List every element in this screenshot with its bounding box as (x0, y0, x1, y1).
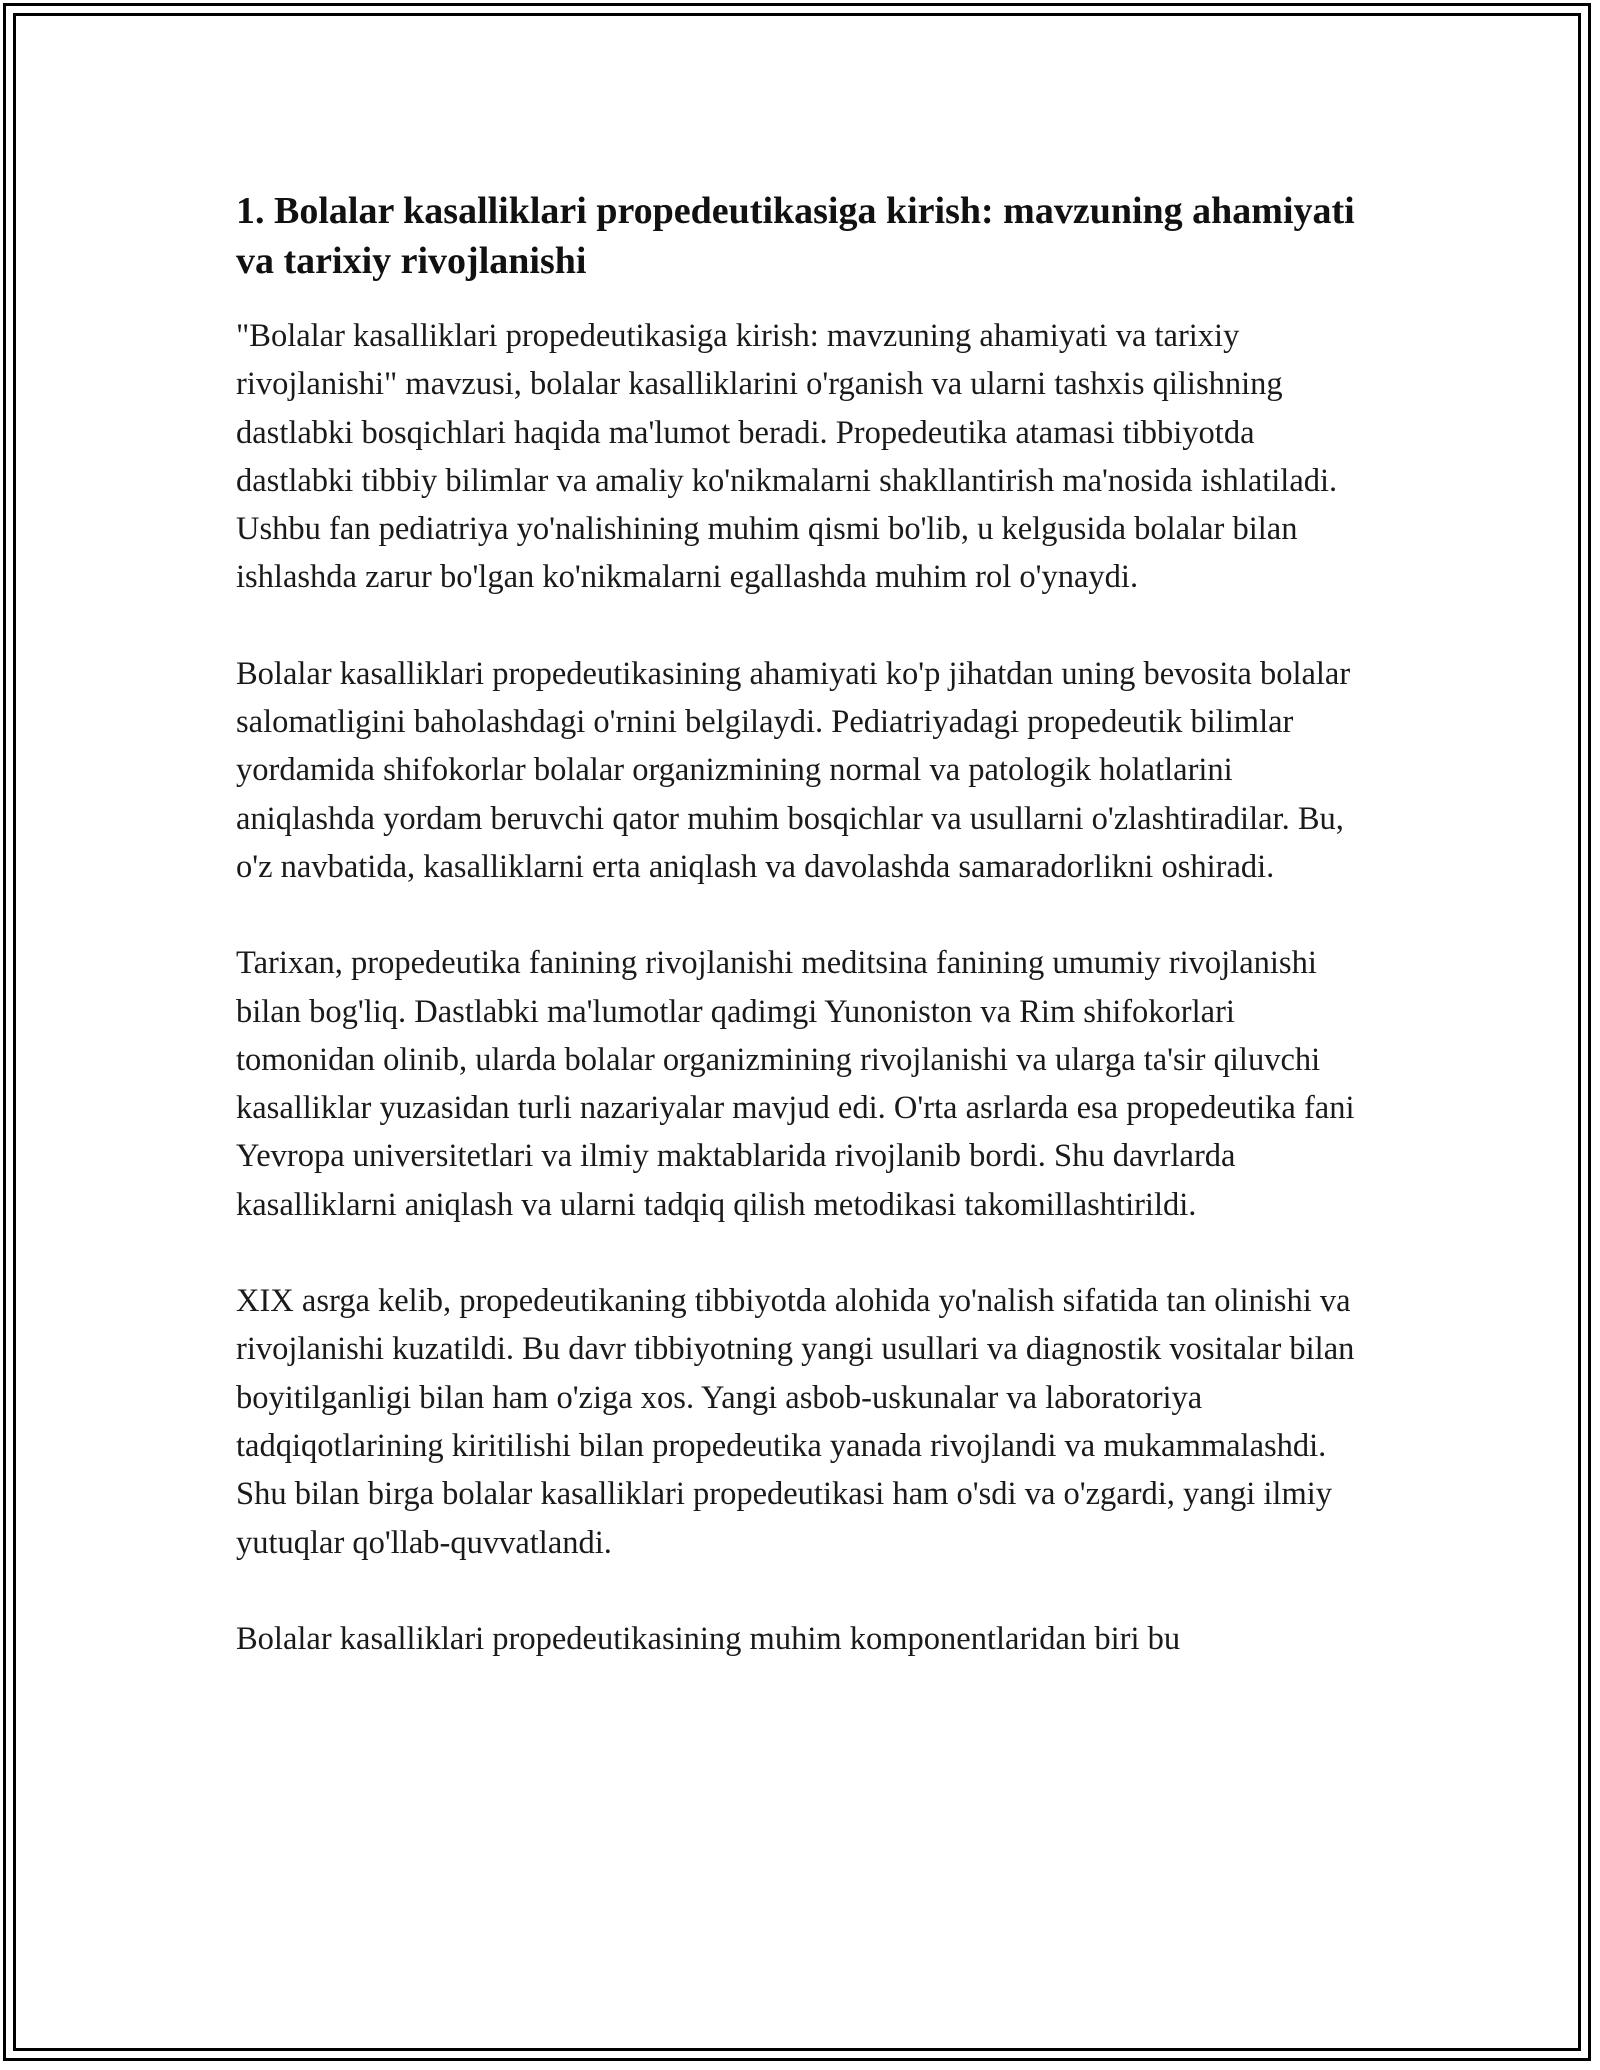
paragraph-history: Tarixan, propedeutika fanining rivojlanishi meditsina fanining umumiy rivojlanishi bilan bog'liq. Dastlabki ma'lumotlar qadimgi Yunoniston va Rim shifokorlari tomonidan olinib, ularda bolalar organizmining rivojlanishi va ularga ta'sir qiluvchi kasalliklar yuzasidan turli nazariyalar mavjud edi. O'rta asrlarda esa propedeutika fani Yevropa universitetlari va ilmiy maktablarida rivojlanib bordi. Shu davrlarda kasalliklarni aniqlash va ularni tadqiq qilish metodikasi takomillashtirildi. (236, 945, 1355, 1223)
page-content (236, 186, 1376, 1711)
paragraph-intro: "Bolalar kasalliklari propedeutikasiga kirish: mavzuning ahamiyati va tarixiy rivojlanishi" mavzusi, bolalar kasalliklarini o'rganish va ularni tashxis qilishning dastlabki bosqichlari haqida ma'lumot beradi. Propedeutika atamasi tibbiyotda dastlabki tibbiy bilimlar va amaliy ko'nikmalarni shakllantirish ma'nosida ishlatiladi. Ushbu fan pediatriya yo'nalishining muhim qismi bo'lib, u kelgusida bolalar bilan ishlashda zarur bo'lgan ko'nikmalarni egallashda muhim rol o'ynaydi. (236, 318, 1338, 596)
paragraph-nineteenth-century: XIX asrga kelib, propedeutikaning tibbiyotda alohida yo'nalish sifatida tan olinishi va rivojlanishi kuzatildi. Bu davr tibbiyotning yangi usullari va diagnostik vositalar bilan boyitilganligi bilan ham o'ziga xos. Yangi asbob-uskunalar va laboratoriya tadqiqotlarining kiritilishi bilan propedeutika yanada rivojlandi va mukammalashdi. Shu bilan birga bolalar kasalliklari propedeutikasi ham o'sdi va o'zgardi, yangi ilmiy yutuqlar qo'llab-quvvatlandi. (236, 1283, 1355, 1561)
paragraph-importance: Bolalar kasalliklari propedeutikasining ahamiyati ko'p jihatdan uning bevosita bolalar salomatligini baholashdagi o'rnini belgilaydi. Pediatriyadagi propedeutik bilimlar yordamida shifokorlar bolalar organizmining normal va patologik holatlarini aniqlashda yordam beruvchi qator muhim bosqichlar va usullarni o'zlashtiradilar. Bu, o'z navbatida, kasalliklarni erta aniqlash va davolashda samaradorlikni oshiradi. (236, 655, 1351, 885)
section-heading: 1. Bolalar kasalliklari propedeutikasiga kirish: mavzuning ahamiyati va tarixiy rivojlanishi (236, 190, 1355, 282)
paragraph-components: Bolalar kasalliklari propedeutikasining muhim komponentlaridan biri bu (236, 1620, 1181, 1657)
